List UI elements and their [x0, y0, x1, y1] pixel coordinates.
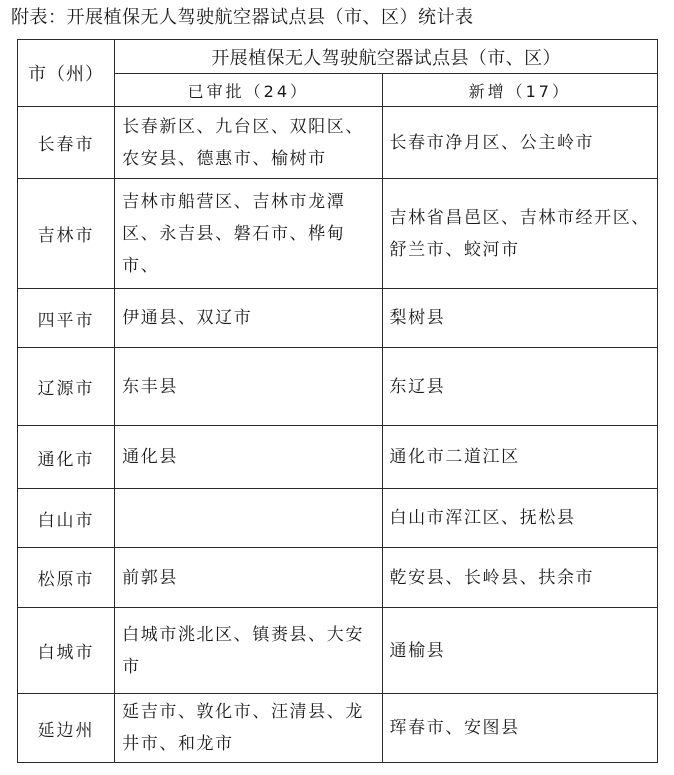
header-city: 市（州） [18, 40, 115, 107]
table-row [18, 107, 658, 179]
row-approved: 通化县 [115, 426, 382, 489]
row-new: 珲春市、安图县 [382, 694, 657, 763]
row-approved: 东丰县 [115, 348, 382, 426]
row-approved: 伊通县、双辽市 [115, 289, 382, 348]
row-city: 通化市 [18, 426, 115, 489]
table-row [18, 694, 658, 763]
row-city: 四平市 [18, 289, 115, 348]
row-city: 吉林市 [18, 179, 115, 289]
header-new: 新增（17） [382, 74, 657, 107]
row-new: 梨树县 [382, 289, 657, 348]
table-row [18, 289, 658, 348]
row-new: 东辽县 [382, 348, 657, 426]
table-row [18, 608, 658, 694]
pilot-county-table [17, 39, 658, 763]
row-new: 吉林省昌邑区、吉林市经开区、舒兰市、蛟河市 [382, 179, 657, 289]
row-approved [115, 489, 382, 548]
row-city: 白山市 [18, 489, 115, 548]
row-approved: 白城市洮北区、镇赉县、大安市 [115, 608, 382, 694]
row-city: 辽源市 [18, 348, 115, 426]
table-caption: 附表：开展植保无人驾驶航空器试点县（市、区）统计表 [11, 7, 474, 28]
table-row [18, 489, 658, 548]
row-new: 通化市二道江区 [382, 426, 657, 489]
row-approved: 长春新区、九台区、双阳区、农安县、德惠市、榆树市 [115, 107, 382, 179]
row-new: 白山市浑江区、抚松县 [382, 489, 657, 548]
row-city: 延边州 [18, 694, 115, 763]
row-new: 长春市净月区、公主岭市 [382, 107, 657, 179]
header-approved: 已审批（24） [115, 74, 382, 107]
row-approved: 延吉市、敦化市、汪清县、龙井市、和龙市 [115, 694, 382, 763]
row-city: 松原市 [18, 548, 115, 608]
row-city: 长春市 [18, 107, 115, 179]
row-new: 通榆县 [382, 608, 657, 694]
table-row [18, 426, 658, 489]
table-row [18, 179, 658, 289]
row-new: 乾安县、长岭县、扶余市 [382, 548, 657, 608]
row-approved: 前郭县 [115, 548, 382, 608]
table-row [18, 348, 658, 426]
row-approved: 吉林市船营区、吉林市龙潭区、永吉县、磐石市、桦甸市、 [115, 179, 382, 289]
header-main: 开展植保无人驾驶航空器试点县（市、区） [115, 40, 658, 74]
table-row [18, 548, 658, 608]
row-city: 白城市 [18, 608, 115, 694]
